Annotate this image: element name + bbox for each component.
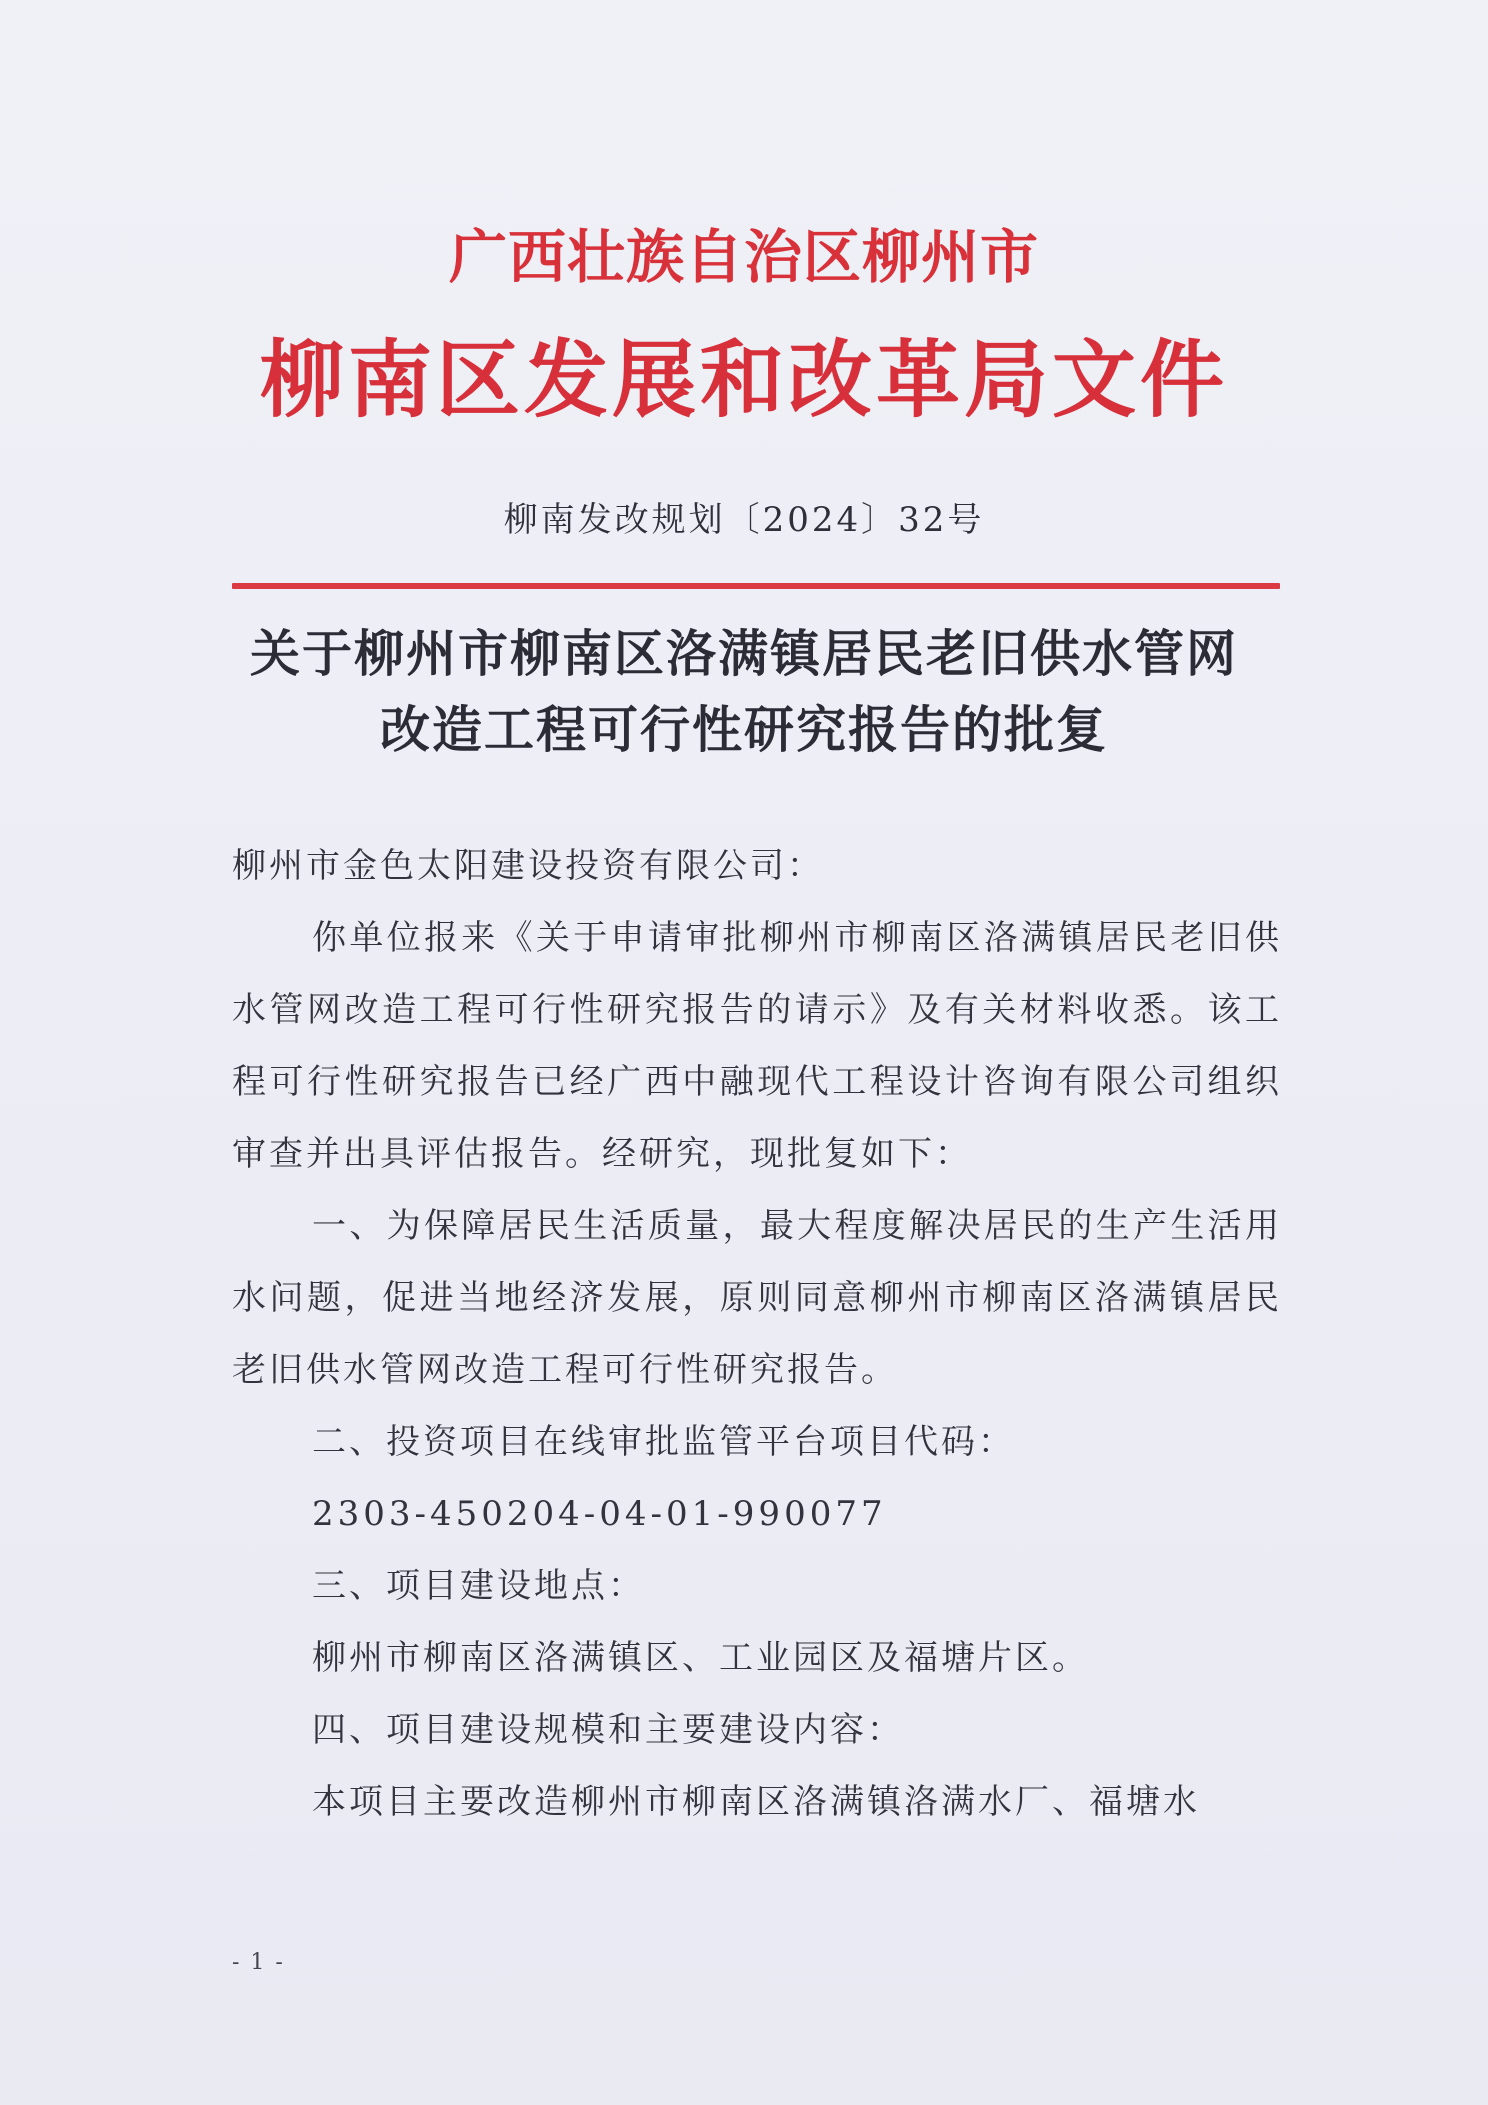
paragraph-item-2-heading: 二、投资项目在线审批监管平台项目代码： — [312, 1422, 1015, 1462]
document-title — [0, 616, 1488, 768]
issuer-title: 柳南区发展和改革局文件 — [259, 331, 1228, 429]
paragraph-item-4-heading: 四、项目建设规模和主要建设内容： — [312, 1710, 904, 1750]
project-location: 柳州市柳南区洛满镇区、工业园区及福塘片区。 — [312, 1638, 1089, 1678]
project-code: 2303-450204-04-01-990077 — [312, 1494, 887, 1534]
paragraph-item-1: 一、为保障居民生活质量，最大程度解决居民的生产生活用水问题，促进当地经济发展，原则同意柳州市柳南区洛满镇居民老旧供水管网改造工程可行性研究报告。 — [232, 1206, 1282, 1390]
title-line-2: 改造工程可行性研究报告的批复 — [380, 700, 1108, 759]
title-line-1: 关于柳州市柳南区洛满镇居民老旧供水管网 — [250, 624, 1238, 683]
document-body — [232, 830, 1282, 1838]
project-scope-text: 本项目主要改造柳州市柳南区洛满镇洛满水厂、福塘水 — [312, 1782, 1200, 1822]
addressee: 柳州市金色太阳建设投资有限公司： — [232, 846, 824, 886]
document-number: 柳南发改规划〔2024〕32号 — [503, 500, 985, 540]
issuer-region: 广西壮族自治区柳州市 — [448, 223, 1039, 291]
paragraph-item-3-heading: 三、项目建设地点： — [312, 1566, 645, 1606]
red-divider-line — [232, 583, 1280, 589]
page-number: - 1 - — [232, 1950, 285, 1975]
paragraph-intro: 你单位报来《关于申请审批柳州市柳南区洛满镇居民老旧供水管网改造工程可行性研究报告的请示》及有关材料收悉。该工程可行性研究报告已经广西中融现代工程设计咨询有限公司组织审查并出具评估报告。经研究，现批复如下： — [232, 918, 1282, 1174]
